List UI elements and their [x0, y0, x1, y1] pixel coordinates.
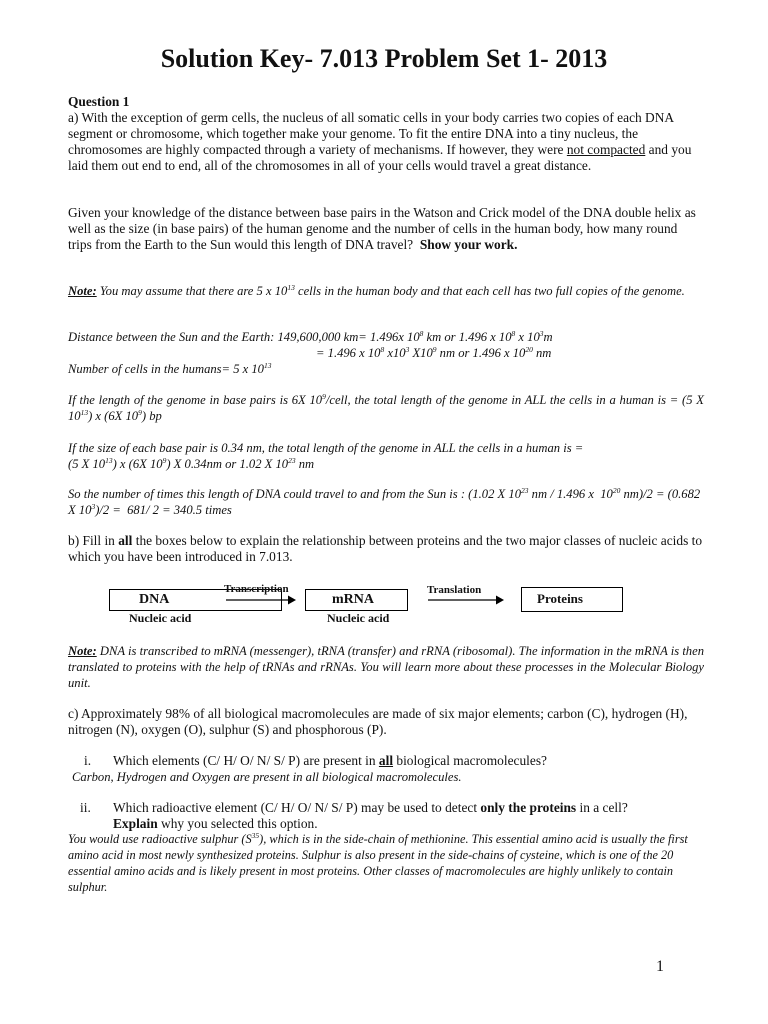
- distance-line-1: Distance between the Sun and the Earth: 149,600,000 km= 1.496x $10^8$ km or 1.496 x $10^8$ x $10^3m$: [68, 329, 553, 344]
- part-b-all: all: [118, 533, 133, 548]
- cii-number: ii.: [80, 800, 91, 815]
- ci-question: [113, 753, 703, 769]
- show-work-label: Show your work.: [419, 237, 518, 252]
- part-b-paragraph: [68, 533, 704, 565]
- cii-question-text: Which radioactive element (C/ H/ O/ N/ S/ P) may be used to detect: [113, 800, 481, 815]
- cii-explain: Explain: [113, 816, 158, 831]
- size-text: (5 X 10: [68, 457, 106, 471]
- cii-bold: only the proteins: [480, 800, 577, 815]
- page-number: 1: [656, 958, 664, 975]
- given-text: Given your knowledge of the distance between base pairs in the Watson and Crick model of the DNA double helix as well as the size (in base pairs) of the human genome and the number of cells in the human body, how many round trips from the Earth to the Sun would this length of DNA travel?: [68, 205, 696, 252]
- distance-line-2: = 1.496 x $10^8$ $x10^3$ $X10^9$ nm or 1.496 x $10^{20}$ nm: [316, 345, 552, 360]
- ci-question-text: Which elements (C/ H/ O/ N/ S/ P) are present in: [113, 753, 379, 768]
- note-exponent: 13: [287, 283, 295, 292]
- ci-number: i.: [84, 753, 92, 768]
- ci-question-text-2: biological macromolecules?: [393, 753, 547, 768]
- part-b-text: b) Fill in: [68, 533, 119, 548]
- transcription-arrow: [226, 594, 296, 606]
- part-c-paragraph: c) Approximately 98% of all biological macromolecules are made of six major elements; carbon (C), hydrogen (H), nitrogen (N), oxygen (O), sulphur (S) and phosphorous (P).: [68, 706, 688, 737]
- trips-paragraph: So the number of times this length of DNA could travel to and from the Sun is : (1.02 X $10^{23}$ nm / 1.496 x $10^{20}$ nm)/2 = (0.682 X $10^3)/2 = 681/$ 2 = 340.5 times: [68, 486, 701, 517]
- distance-text: Distance between the Sun and the Earth: 149,600,000 km= 1.496x 10: [68, 330, 420, 344]
- size-line-1: If the size of each base pair is 0.34 nm, the total length of the genome in ALL the cells in a human is =: [68, 441, 584, 455]
- question-heading: Question 1: [68, 94, 130, 109]
- ci-answer: Carbon, Hydrogen and Oxygen are present in all biological macromolecules.: [72, 770, 462, 784]
- size-line-2: (5 X $10^{13}$) x (6X $10^9$) X 0.34nm or 1.02 X $10^{23}$ nm: [68, 456, 315, 471]
- note-label: Note:: [68, 284, 97, 298]
- genome-length-paragraph: If the length of the genome in base pairs is 6X $10^9$/cell, the total length of the genome in ALL the cells in a human is = (5 X $10^{13}$) x (6X $10^9$) bp: [68, 392, 704, 423]
- cii-answer-text-2: ), which is in the side-chain of methionine. This essential amino acid is usually the first amino acid in most newly synthesized proteins. Sulphur is also present in the side-chains of cysteine, which is one of the 20 essential amino acids and is likely present in most proteins. Other classes of macromolecules are highly unlikely to contain sulphur.: [68, 832, 688, 894]
- cii-answer-sup: 35: [251, 831, 260, 840]
- note2-label: Note:: [68, 644, 97, 658]
- part-a-text: a) With the exception of germ cells, the nucleus of all somatic cells in your body carries two copies of each DNA segment or chromosome, which together make your genome. To fit the entire DNA into a tiny nucleus, the chromosomes are highly compacted through a variety of mechanisms. If however, they were: [68, 110, 674, 157]
- dna-label: DNA: [139, 592, 170, 607]
- cells-line: Number of cells in the humans= 5 x $10^{13}$: [68, 361, 272, 376]
- distance-text-2: = 1.496 x 10: [316, 346, 381, 360]
- part-a-paragraph: [68, 110, 704, 174]
- cii-answer: [68, 831, 704, 895]
- cells-text: Number of cells in the humans= 5 x 10: [68, 362, 264, 376]
- genome-length-text: If the length of the genome in base pairs is 6X 10: [68, 393, 323, 407]
- proteins-label: Proteins: [537, 591, 583, 606]
- ci-all: all: [378, 753, 394, 768]
- part-b-text-2: the boxes below to explain the relationship between proteins and the two major classes of nucleic acids to which you have been introduced in 7.013.: [68, 533, 703, 564]
- translation-arrow: [428, 594, 504, 606]
- dna-sublabel: Nucleic acid: [129, 611, 192, 625]
- given-paragraph: [68, 205, 704, 253]
- trips-text: So the number of times this length of DNA could travel to and from the Sun is : (1.02 X 10: [68, 487, 521, 501]
- genome-length-text-2: /cell, the total length of the genome in ALL the cells in a human is = (5 X 10: [68, 393, 704, 423]
- mrna-label: mRNA: [332, 592, 374, 607]
- cii-question-text-3: why you selected this option.: [157, 816, 318, 831]
- note-assumption: [68, 283, 704, 299]
- note-text: You may assume that there are 5 x 10: [96, 284, 288, 298]
- mrna-sublabel: Nucleic acid: [327, 611, 390, 625]
- note-text-end: cells in the human body and that each cell has two full copies of the genome.: [294, 284, 685, 298]
- translation-label: Translation: [427, 584, 482, 596]
- page-title: Solution Key- 7.013 Problem Set 1- 2013: [160, 44, 608, 73]
- cii-answer-text: You would use radioactive sulphur (S: [68, 832, 252, 846]
- note-transcription: [68, 643, 704, 691]
- note2-text: DNA is transcribed to mRNA (messenger), tRNA (transfer) and rRNA (ribosomal). The information in the mRNA is then translated to proteins with the help of tRNAs and rRNAs. You will learn more about these processes in the Molecular Biology unit.: [68, 644, 704, 690]
- cii-question: [113, 800, 703, 832]
- transcription-label: Transcription: [224, 583, 289, 595]
- part-a-text-end: and you laid them out end to end, all of the chromosomes in all of your cells would travel a great distance.: [68, 142, 692, 173]
- not-compacted-underline: not compacted: [566, 142, 646, 157]
- cii-question-text-2: in a cell?: [576, 800, 628, 815]
